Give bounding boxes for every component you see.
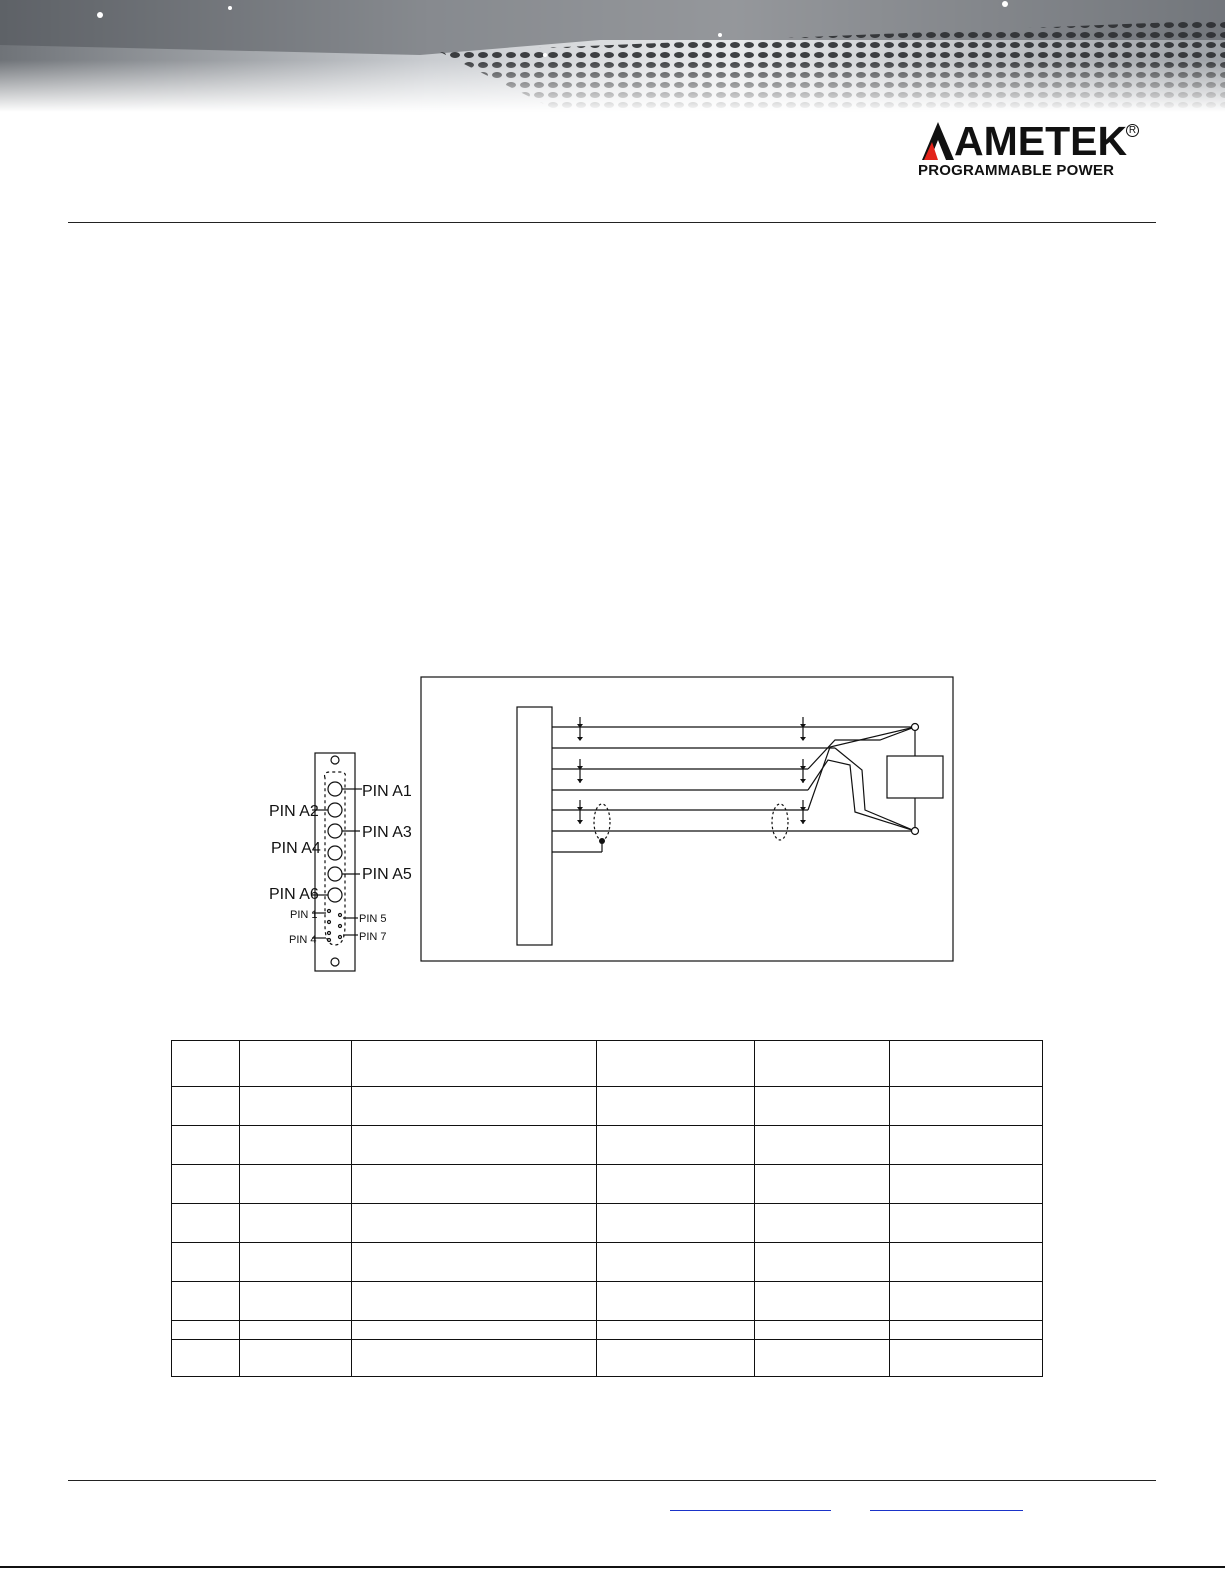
logo-wordmark: AMETEK bbox=[954, 118, 1128, 164]
spec-table bbox=[171, 1040, 1043, 1377]
footer-link-2[interactable] bbox=[870, 1510, 1023, 1511]
pin-label-a1: PIN A1 bbox=[362, 783, 412, 800]
table-row bbox=[172, 1321, 1043, 1340]
logo-chevron-icon bbox=[918, 120, 958, 162]
table-row bbox=[172, 1243, 1043, 1282]
page-bottom-rule bbox=[0, 1566, 1225, 1568]
table-row bbox=[172, 1204, 1043, 1243]
table-row bbox=[172, 1282, 1043, 1321]
pin-label-a6: PIN A6 bbox=[269, 886, 319, 903]
table-row bbox=[172, 1126, 1043, 1165]
pin-label-7: PIN 7 bbox=[359, 931, 387, 943]
schematic-frame bbox=[421, 677, 953, 961]
pin-label-4: PIN 4 bbox=[289, 934, 317, 946]
pin-label-a2: PIN A2 bbox=[269, 803, 319, 820]
arrowheads bbox=[577, 724, 806, 844]
table-row bbox=[172, 1340, 1043, 1377]
table-row bbox=[172, 1165, 1043, 1204]
load-block bbox=[887, 756, 943, 798]
schematic bbox=[421, 677, 953, 961]
registered-mark: R bbox=[1126, 124, 1139, 137]
footer-rule bbox=[68, 1480, 1156, 1481]
supply-block bbox=[517, 707, 552, 945]
footer-link-1[interactable] bbox=[670, 1510, 831, 1511]
header-banner-image bbox=[0, 0, 1225, 112]
pin-label-a4: PIN A4 bbox=[271, 840, 321, 857]
table-header-row bbox=[172, 1041, 1043, 1087]
table-row bbox=[172, 1087, 1043, 1126]
header-rule bbox=[68, 222, 1156, 223]
pin-label-a5: PIN A5 bbox=[362, 866, 412, 883]
banner-graphic bbox=[0, 0, 1225, 112]
pin-label-a3: PIN A3 bbox=[362, 824, 412, 841]
ametek-logo bbox=[918, 120, 1148, 182]
logo-subtitle: PROGRAMMABLE POWER bbox=[918, 162, 1115, 179]
pin-label-1: PIN 1 bbox=[290, 909, 318, 921]
pin-label-5: PIN 5 bbox=[359, 913, 387, 925]
connector-plate bbox=[312, 753, 362, 971]
